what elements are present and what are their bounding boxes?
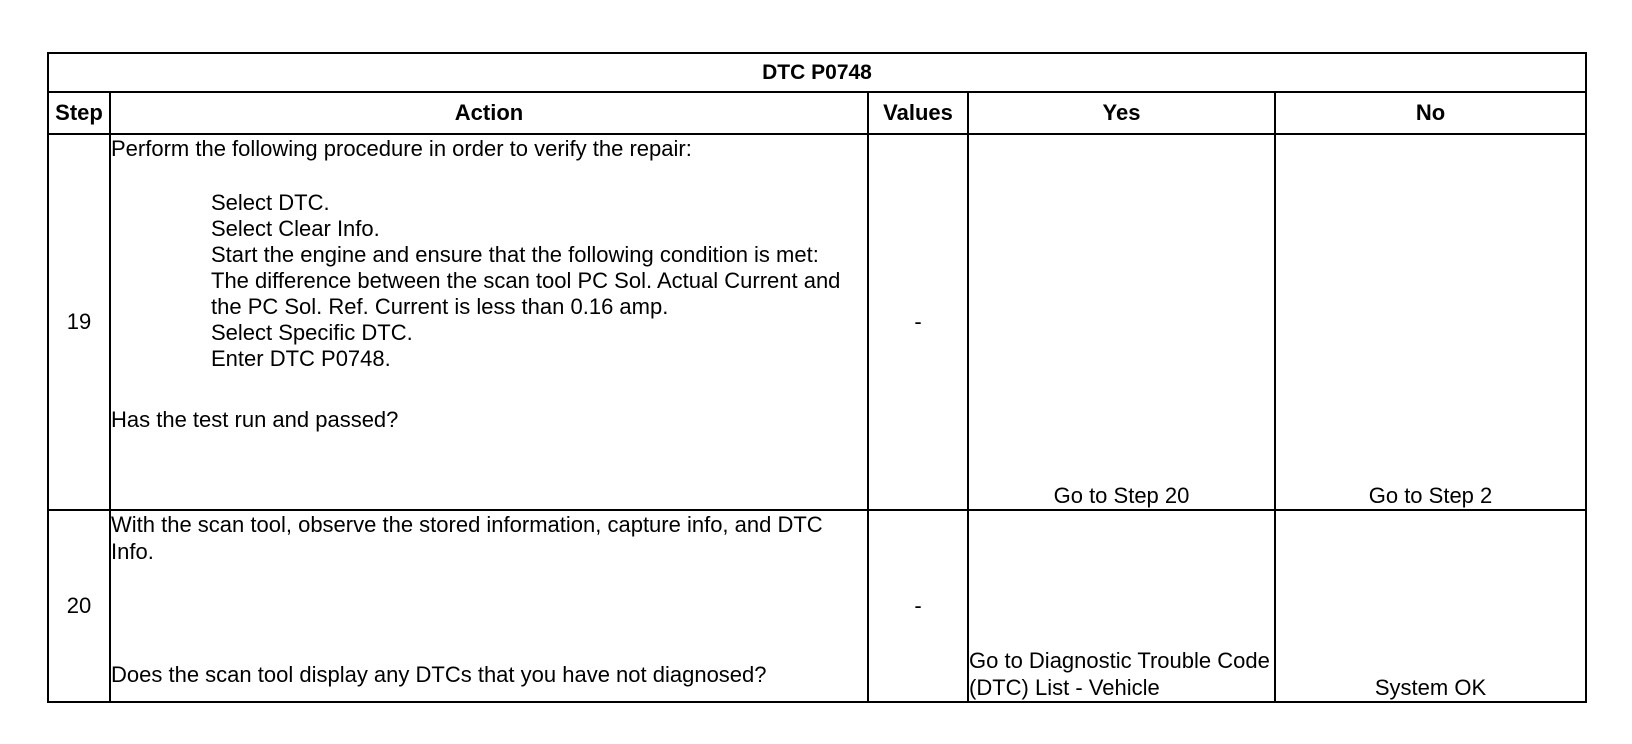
step-number: 20 [48, 510, 110, 702]
substep: Select Specific DTC. [211, 320, 413, 345]
header-values: Values [868, 92, 968, 134]
action-question: Has the test run and passed? [111, 407, 399, 432]
action-question: Does the scan tool display any DTCs that you have not diagnosed? [111, 662, 767, 687]
substep: Select Clear Info. [211, 216, 380, 241]
no-cell: Go to Step 2 [1275, 134, 1586, 510]
header-no: No [1275, 92, 1586, 134]
substep: Enter DTC P0748. [211, 346, 391, 371]
table-row [48, 510, 1586, 702]
header-yes: Yes [968, 92, 1275, 134]
substep-list [111, 190, 867, 372]
action-intro: Perform the following procedure in order to verify the repair: [111, 136, 692, 161]
table-title: DTC P0748 [48, 53, 1586, 92]
yes-cell: Go to Step 20 [968, 134, 1275, 510]
substep: Select DTC. [211, 190, 330, 215]
dtc-table [47, 52, 1587, 703]
action-intro: With the scan tool, observe the stored information, capture info, and DTC Info. [111, 512, 823, 564]
values-cell: - [868, 134, 968, 510]
action-cell [110, 134, 868, 510]
yes-cell: Go to Diagnostic Trouble Code (DTC) List - Vehicle [968, 510, 1275, 702]
substep: The difference between the scan tool PC Sol. Actual Current and the PC Sol. Ref. Current is less than 0.16 amp. [211, 268, 841, 319]
values-cell: - [868, 510, 968, 702]
header-row [48, 92, 1586, 134]
no-cell: System OK [1275, 510, 1586, 702]
header-action: Action [110, 92, 868, 134]
header-step: Step [48, 92, 110, 134]
action-cell [110, 510, 868, 702]
table-row [48, 134, 1586, 510]
substep: Start the engine and ensure that the following condition is met: [211, 242, 819, 267]
step-number: 19 [48, 134, 110, 510]
